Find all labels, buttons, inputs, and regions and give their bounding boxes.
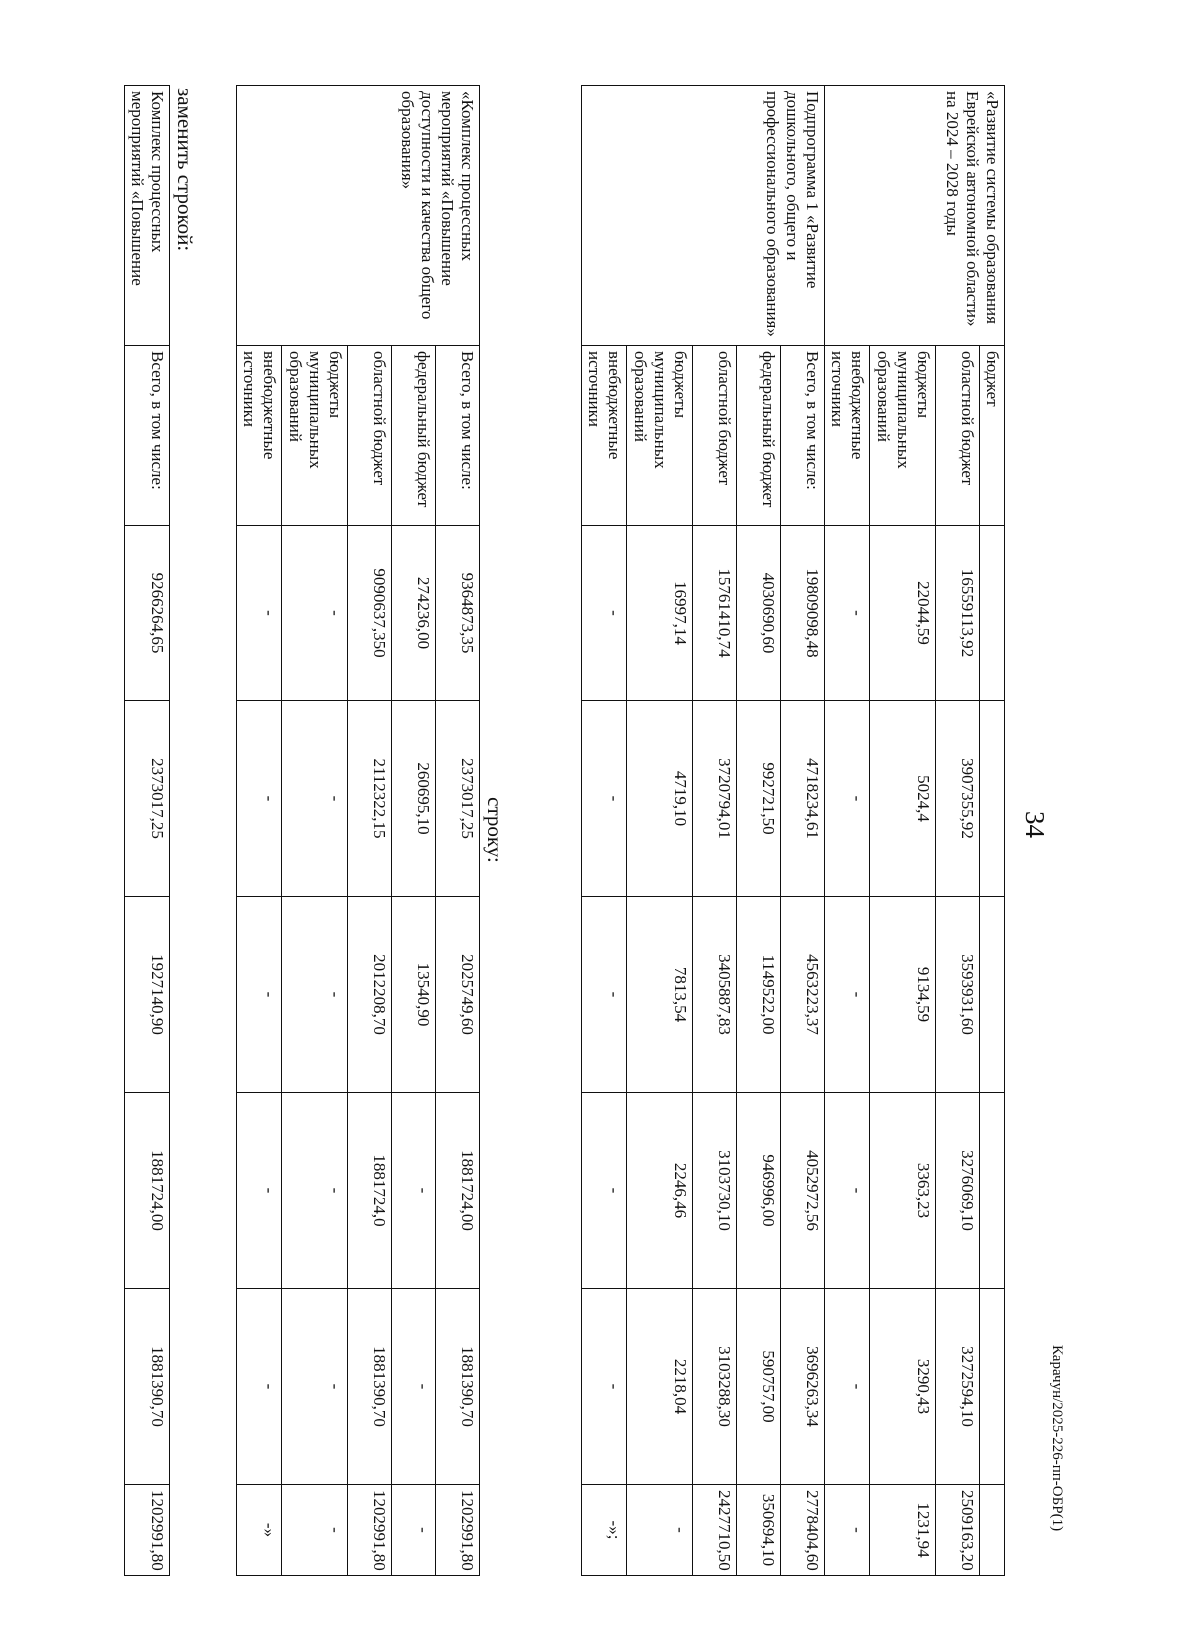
- value-cell: -: [825, 1093, 870, 1289]
- value-cell: 3103730,10: [693, 1093, 737, 1289]
- value-cell: 4718234,61: [781, 701, 825, 897]
- value-cell: 1202991,80: [436, 1485, 480, 1576]
- value-cell: 1149522,00: [737, 897, 781, 1093]
- value-cell: -: [237, 526, 282, 701]
- value-cell: 4563223,37: [781, 897, 825, 1093]
- value-cell: -: [282, 526, 348, 701]
- value-cell: 2246,46: [627, 1093, 693, 1289]
- value-cell: 2112322,15: [348, 701, 392, 897]
- value-cell: 2218,04: [627, 1289, 693, 1485]
- budget-table-top: [581, 85, 1005, 1575]
- value-cell: -: [282, 897, 348, 1093]
- source-cell: федеральный бюджет: [737, 346, 781, 526]
- table-row: [980, 86, 1005, 1576]
- table-row: [125, 86, 170, 1576]
- value-cell: [980, 526, 1005, 701]
- value-cell: -: [582, 1093, 627, 1289]
- value-cell: 1881390,70: [436, 1289, 480, 1485]
- value-cell: 9090637,350: [348, 526, 392, 701]
- source-cell: областной бюджет: [348, 346, 392, 526]
- value-cell: 3272594,10: [936, 1289, 980, 1485]
- value-cell: [980, 701, 1005, 897]
- value-cell: 3276069,10: [936, 1093, 980, 1289]
- value-cell: 9364873,35: [436, 526, 480, 701]
- source-cell: бюджет: [980, 346, 1005, 526]
- value-cell: [980, 1485, 1005, 1576]
- value-cell: 1231,94: [870, 1485, 936, 1576]
- value-cell: 2509163,20: [936, 1485, 980, 1576]
- program-name-cell: «Развитие системы образования Еврейской автономной области» на 2024 – 2028 годы: [825, 86, 1005, 346]
- source-cell: областной бюджет: [693, 346, 737, 526]
- value-cell: 4052972,56: [781, 1093, 825, 1289]
- value-cell: 15761410,74: [693, 526, 737, 701]
- value-cell: 3907355,92: [936, 701, 980, 897]
- value-cell: -: [282, 1093, 348, 1289]
- caption-line: строку:: [483, 797, 507, 863]
- value-cell: 13540,90: [392, 897, 436, 1093]
- table-row: [781, 86, 825, 1576]
- source-cell: Всего, в том числе:: [125, 346, 170, 526]
- value-cell: 5024,4: [870, 701, 936, 897]
- value-cell: -: [582, 701, 627, 897]
- value-cell: 1881390,70: [348, 1289, 392, 1485]
- value-cell: 3405887,83: [693, 897, 737, 1093]
- value-cell: -: [825, 526, 870, 701]
- value-cell: 274236,00: [392, 526, 436, 701]
- value-cell: 350694,10: [737, 1485, 781, 1576]
- value-cell: 3363,23: [870, 1093, 936, 1289]
- value-cell: [980, 897, 1005, 1093]
- value-cell: 3696263,34: [781, 1289, 825, 1485]
- value-cell: -»: [237, 1485, 282, 1576]
- document-code: Карачун/2025-226-пп-ОБР(1): [1049, 1345, 1065, 1532]
- value-cell: 16559113,92: [936, 526, 980, 701]
- value-cell: 1881724,00: [125, 1093, 170, 1289]
- value-cell: 590757,00: [737, 1289, 781, 1485]
- source-cell: Всего, в том числе:: [781, 346, 825, 526]
- value-cell: 1881724,0: [348, 1093, 392, 1289]
- value-cell: 2012208,70: [348, 897, 392, 1093]
- value-cell: 260695,10: [392, 701, 436, 897]
- source-cell: внебюджетные источники: [237, 346, 282, 526]
- value-cell: 1202991,80: [348, 1485, 392, 1576]
- value-cell: -: [392, 1289, 436, 1485]
- value-cell: -: [582, 1289, 627, 1485]
- value-cell: -: [282, 701, 348, 897]
- value-cell: 1881390,70: [125, 1289, 170, 1485]
- value-cell: 1927140,90: [125, 897, 170, 1093]
- value-cell: 4719,10: [627, 701, 693, 897]
- value-cell: 2025749,60: [436, 897, 480, 1093]
- value-cell: 19809098,48: [781, 526, 825, 701]
- value-cell: -: [392, 1485, 436, 1576]
- complex-name-cell: Комплекс процессных мероприятий «Повышение: [125, 86, 170, 346]
- source-cell: Всего, в том числе:: [436, 346, 480, 526]
- value-cell: 3593931,60: [936, 897, 980, 1093]
- value-cell: -: [582, 897, 627, 1093]
- value-cell: [980, 1289, 1005, 1485]
- caption-line: заменить строкой:: [173, 88, 197, 252]
- complex-name-cell: «Комплекс процессных мероприятий «Повышение доступности и качества общего образования»: [237, 86, 480, 346]
- value-cell: 946996,00: [737, 1093, 781, 1289]
- value-cell: -: [825, 897, 870, 1093]
- source-cell: бюджеты муниципальных образований: [282, 346, 348, 526]
- value-cell: -: [282, 1289, 348, 1485]
- source-cell: федеральный бюджет: [392, 346, 436, 526]
- value-cell: 2778404,60: [781, 1485, 825, 1576]
- value-cell: -: [825, 701, 870, 897]
- budget-table-bottom: [124, 85, 170, 1575]
- value-cell: 1881724,00: [436, 1093, 480, 1289]
- value-cell: -: [237, 1093, 282, 1289]
- value-cell: 3290,43: [870, 1289, 936, 1485]
- value-cell: -: [825, 1485, 870, 1576]
- source-cell: внебюджетные источники: [825, 346, 870, 526]
- value-cell: 1202991,80: [125, 1485, 170, 1576]
- page-number: 34: [1020, 811, 1050, 838]
- value-cell: 2373017,25: [125, 701, 170, 897]
- value-cell: -: [237, 701, 282, 897]
- value-cell: -: [237, 1289, 282, 1485]
- table-row: [436, 86, 480, 1576]
- value-cell: 9266264,65: [125, 526, 170, 701]
- source-cell: областной бюджет: [936, 346, 980, 526]
- value-cell: -: [582, 526, 627, 701]
- value-cell: -: [825, 1289, 870, 1485]
- value-cell: 4030690,60: [737, 526, 781, 701]
- source-cell: бюджеты муниципальных образований: [870, 346, 936, 526]
- value-cell: 16997,14: [627, 526, 693, 701]
- budget-table-middle: [236, 85, 480, 1575]
- value-cell: 7813,54: [627, 897, 693, 1093]
- value-cell: 22044,59: [870, 526, 936, 701]
- value-cell: 3720794,01: [693, 701, 737, 897]
- value-cell: -»;: [582, 1485, 627, 1576]
- value-cell: 3103288,30: [693, 1289, 737, 1485]
- value-cell: -: [392, 1093, 436, 1289]
- value-cell: 992721,50: [737, 701, 781, 897]
- value-cell: -: [237, 897, 282, 1093]
- value-cell: 9134,59: [870, 897, 936, 1093]
- subprogram-name-cell: Подпрограмма 1 «Развитие дошкольного, общего и профессионального образования»: [582, 86, 825, 346]
- value-cell: -: [627, 1485, 693, 1576]
- source-cell: внебюджетные источники: [582, 346, 627, 526]
- value-cell: [980, 1093, 1005, 1289]
- value-cell: 2427710,50: [693, 1485, 737, 1576]
- source-cell: бюджеты муниципальных образований: [627, 346, 693, 526]
- value-cell: -: [282, 1485, 348, 1576]
- value-cell: 2373017,25: [436, 701, 480, 897]
